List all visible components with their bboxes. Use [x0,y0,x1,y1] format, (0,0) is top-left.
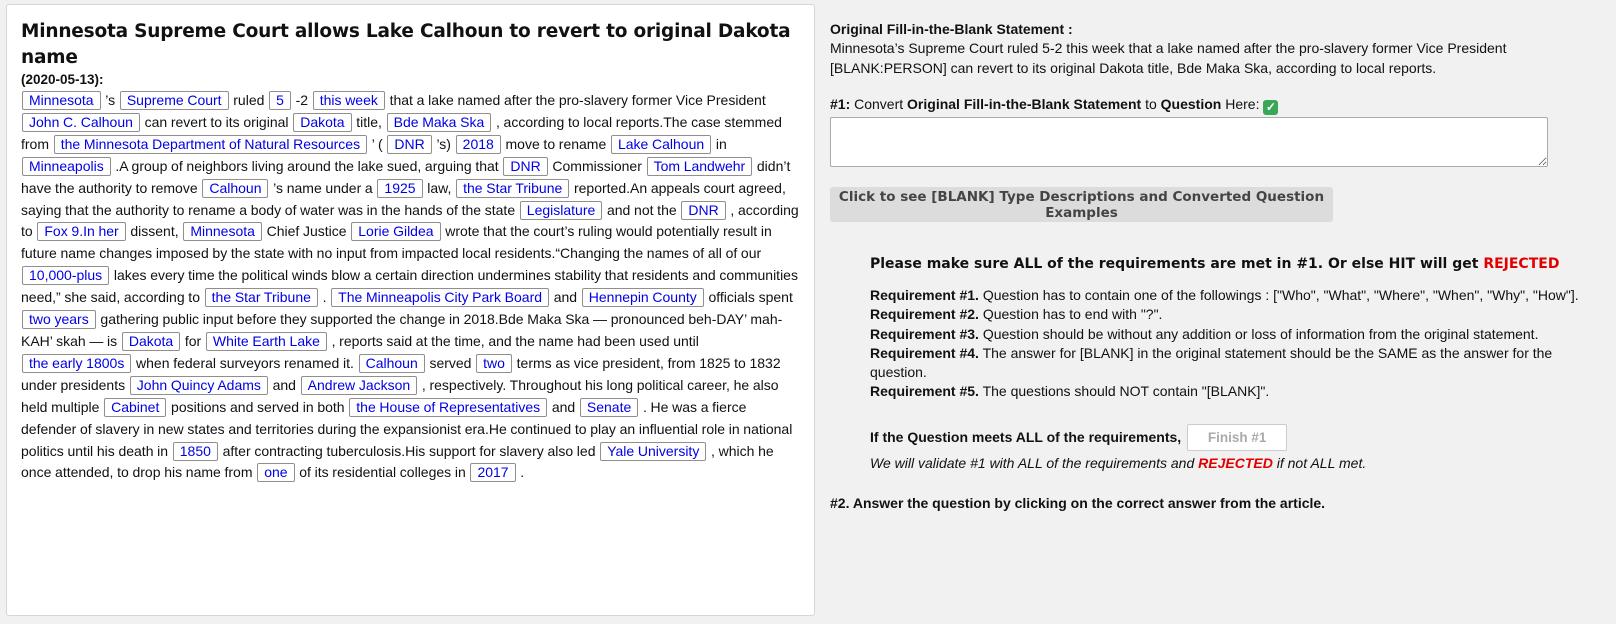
article-body [21,90,800,484]
entity-token[interactable]: DNR [503,157,547,176]
entity-token[interactable]: Fox 9.In her [37,222,125,241]
article-text: of its residential colleges in [295,464,470,481]
entity-token[interactable]: Dakota [293,113,351,132]
entity-token[interactable]: The Minneapolis City Park Board [331,288,549,307]
entity-token[interactable]: Calhoun [359,354,425,373]
q1-here: Here: [1225,96,1260,112]
entity-token[interactable]: John C. Calhoun [22,113,140,132]
q1-number: #1: [830,96,851,112]
entity-token[interactable]: Andrew Jackson [301,376,418,395]
requirements-list [870,286,1600,402]
article-text: .A group of neighbors living around the lake sued, arguing that [111,157,503,174]
article-text: move to rename [501,135,610,152]
requirement-label: Requirement #4. [870,344,979,361]
article-text: ’s name under a [269,179,377,196]
entity-token[interactable]: two years [22,310,96,329]
entity-token[interactable]: Lorie Gildea [351,222,440,241]
article-text: . [318,289,331,306]
requirement-text: Question has to end with "?". [978,306,1163,323]
q1-convert: Convert [854,96,904,112]
entity-token[interactable]: DNR [681,201,725,220]
q1-bold-question: Question [1160,96,1222,112]
requirement-text: The questions should NOT contain "[BLANK]". [978,383,1270,400]
requirement-text: Question has to contain one of the followings : ["Who", "What", "Where", "When", "Why", "How"]. [978,287,1579,303]
article-text: lakes every time the political winds blow a certain direction undermines stability that residents and communities need,” she said, according to [21,267,798,306]
article-text: dissent, [126,223,183,240]
article-text: ’s) [432,135,455,152]
article-text: law, [423,179,456,196]
article-text: . He was a fierce defender of slavery in new states and territories during the expansionist era.He continued to play an influential role in national politics until his death in [21,398,793,459]
article-text: for [181,332,205,349]
finish-button[interactable]: Finish #1 [1187,424,1287,451]
examples-button[interactable]: Click to see [BLANK] Type Descriptions and Converted Question Examples [830,187,1333,222]
article-text: and [550,289,581,306]
article-text: , reports said at the time, and the name had been used until [327,332,699,349]
article-date: (2020-05-13): [21,72,104,87]
task-panel [830,20,1600,511]
article-text: ’ ( [368,135,387,152]
q1-bold-statement: Original Fill-in-the-Blank Statement [907,96,1142,112]
entity-token[interactable]: the Minnesota Department of Natural Resources [54,135,367,154]
entity-token[interactable]: 2018 [456,135,501,154]
article-text: and [548,398,579,415]
article-text: can revert to its original [140,113,293,130]
requirement-text: Question should be without any addition or loss of information from the original statement. [978,325,1539,342]
finish-row [870,424,1600,451]
requirement-item [870,286,1600,305]
entity-token[interactable]: Yale University [600,442,706,461]
entity-token[interactable]: Legislature [520,201,603,220]
article-text: officials spent [704,289,793,306]
requirement-label: Requirement #2. [870,306,979,323]
q1-to: to [1145,96,1157,112]
entity-token[interactable]: two [476,354,512,373]
requirement-item [870,325,1600,344]
article-text: . [516,464,525,481]
requirement-item [870,305,1600,324]
rejected-label: REJECTED [1483,256,1560,272]
article-text: didn’t have the authority to remove [21,157,791,196]
entity-token[interactable]: the early 1800s [22,354,131,373]
original-statement-heading: Original Fill-in-the-Blank Statement : [830,21,1073,37]
requirement-label: Requirement #1. [870,287,979,303]
requirement-item [870,382,1600,401]
entity-token[interactable]: Calhoun [202,179,268,198]
validate-note [870,453,1600,473]
requirements-section [870,256,1600,473]
original-statement-text: Minnesota’s Supreme Court ruled 5-2 this week that a lake named after the pro-slavery former Vice President [BLANK:PERSON] can revert to its original Dakota title, Bde Maka Ska, according to local reports. [830,40,1507,76]
entity-token[interactable]: this week [313,91,385,110]
question1-label [830,94,1600,115]
entity-token[interactable]: 1850 [173,442,218,461]
entity-token[interactable]: Bde Maka Ska [387,113,492,132]
article-text: , according to [21,201,799,240]
entity-token[interactable]: Hennepin County [582,288,704,307]
entity-token[interactable]: Minneapolis [22,157,111,176]
article-text: reported.An appeals court agreed, saying that the authority to rename a body of water was in the hands of the state [21,179,786,218]
entity-token[interactable]: the Star Tribune [205,288,318,307]
validate-note-post: if not ALL met. [1272,454,1367,471]
article-text: Chief Justice [262,223,351,240]
entity-token[interactable]: 10,000-plus [22,266,109,285]
entity-token[interactable]: the Star Tribune [456,179,569,198]
entity-token[interactable]: the House of Representatives [349,398,547,417]
entity-token[interactable]: Minnesota [22,91,101,110]
entity-token[interactable]: Dakota [122,332,180,351]
article-title: Minnesota Supreme Court allows Lake Calhoun to revert to original Dakota name [21,21,791,68]
validate-rejected-label: REJECTED [1198,454,1273,471]
entity-token[interactable]: 5 [269,91,291,110]
entity-token[interactable]: Minnesota [183,222,262,241]
finish-label: If the Question meets ALL of the requirements, [870,429,1182,446]
requirements-heading [870,256,1600,272]
requirement-label: Requirement #5. [870,383,979,400]
entity-token[interactable]: White Earth Lake [206,332,327,351]
question2-label: #2. Answer the question by clicking on the correct answer from the article. [830,494,1326,511]
validate-note-pre: We will validate #1 with ALL of the requirements and [870,454,1199,471]
entity-token[interactable]: Lake Calhoun [611,135,711,154]
requirement-item [870,344,1600,383]
requirement-label: Requirement #3. [870,325,979,342]
article-text: title, [352,113,386,130]
article-text: after contracting tuberculosis.His support for slavery also led [218,442,600,459]
article-text: -2 [291,92,312,108]
entity-token[interactable]: Tom Landwehr [647,157,753,176]
article-text: , according to local reports.The case stemmed from [21,113,782,152]
article-text: terms as vice president, from 1825 to 1832 under presidents [21,354,781,393]
article-text: served [425,354,476,371]
article-text: positions and served in both [167,398,349,415]
article-text: that a lake named after the pro-slavery former Vice President [385,92,766,108]
article-text: gathering public input before they supported the change in 2018.Bde Maka Ska — pronounced beh-DAY’ mah-KAH’ skah — is [21,311,783,349]
article-text: when federal surveyors renamed it. [132,354,358,371]
article-text: wrote that the court’s ruling would potentially result in future name changes imposed by the state with no input from impacted local residents.“Changing the names of all of our [21,223,772,262]
entity-token[interactable]: Senate [580,398,638,417]
article-text: ruled [229,92,269,108]
entity-token[interactable]: Cabinet [104,398,166,417]
question-input[interactable] [830,117,1548,167]
requirements-heading-text: Please make sure ALL of the requirements are met in #1. Or else HIT will get [870,256,1479,272]
requirement-text: The answer for [BLANK] in the original statement should be the SAME as the answer for the question. [870,344,1553,381]
article-text: Commissioner [548,157,646,174]
entity-token[interactable]: one [257,463,294,482]
article-text: in [712,135,727,152]
entity-token[interactable]: 1925 [377,179,422,198]
article-text: and [268,376,300,393]
entity-token[interactable]: John Quincy Adams [130,376,268,395]
entity-token[interactable]: DNR [387,135,431,154]
entity-token[interactable]: 2017 [470,463,515,482]
check-mark-icon: ✓ [1263,100,1278,115]
article-text: , which he once attended, to drop his name from [21,442,774,481]
article-text: and not the [603,201,681,218]
article-text: , respectively. Throughout his long political career, he also held multiple [21,376,779,415]
article-panel [6,4,815,616]
article-text: ’s [101,92,119,108]
entity-token[interactable]: Supreme Court [120,91,229,110]
